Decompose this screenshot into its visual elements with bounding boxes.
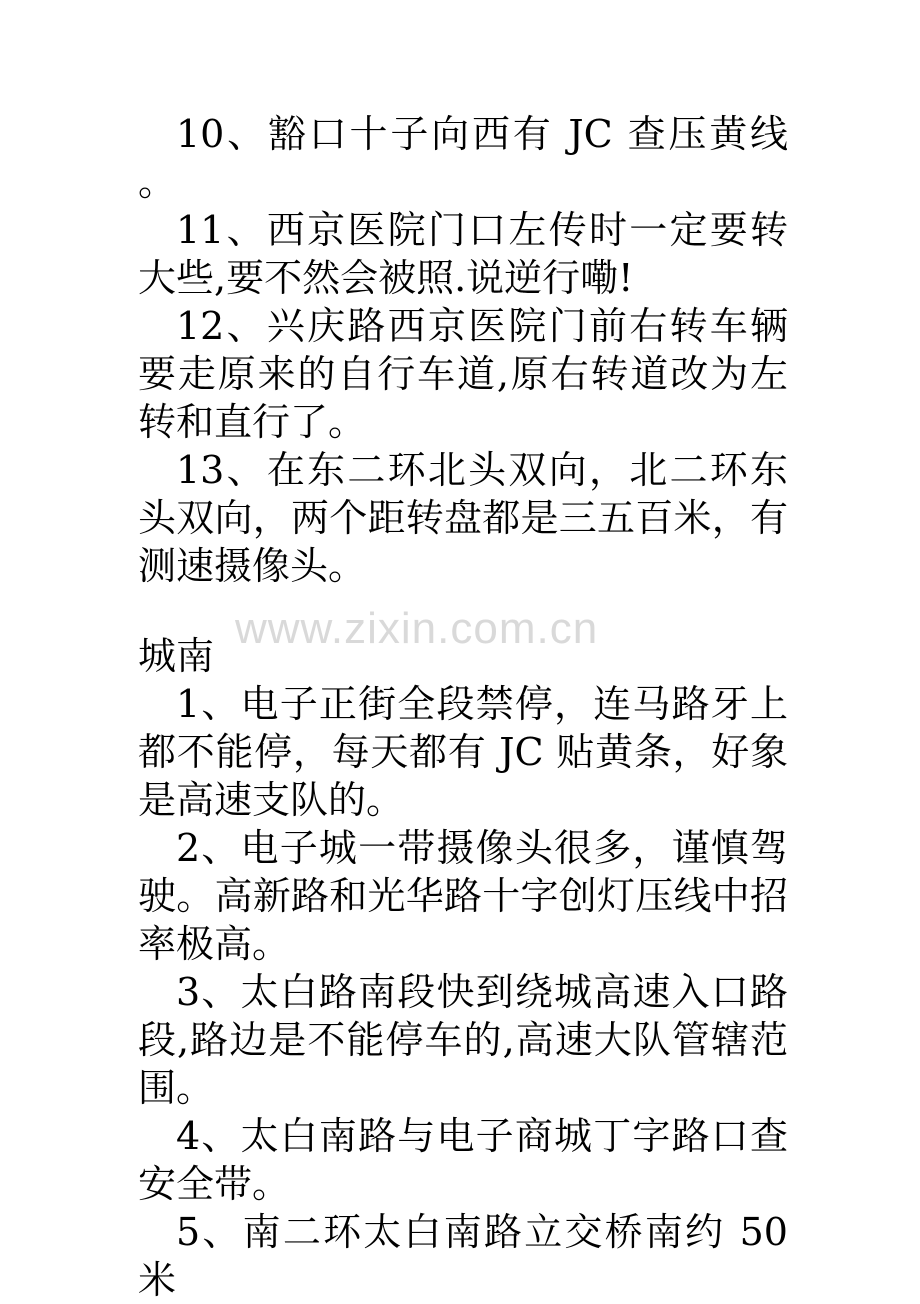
document-body [138, 110, 788, 1304]
list-item: 3、太白路南段快到绕城高速入口路段,路边是不能停车的,高速大队管辖范围。 [138, 970, 788, 1110]
list-item: 4、太白南路与电子商城丁字路口查安全带。 [138, 1114, 788, 1206]
list-item: 2、电子城一带摄像头很多，谨慎驾驶。高新路和光华路十字创灯压线中招率极高。 [138, 826, 788, 966]
list-item: 5、南二环太白南路立交桥南约 50 米 [138, 1210, 788, 1302]
watermark: www.zixin.com.cn [235, 604, 599, 653]
list-item: 13、在东二环北头双向，北二环东头双向，两个距转盘都是三五百米，有测速摄像头。 [138, 448, 788, 588]
list-item: 12、兴庆路西京医院门前右转车辆要走原来的自行车道,原右转道改为左转和直行了。 [138, 304, 788, 444]
section-heading: 城南 [138, 634, 215, 678]
list-item: 10、豁口十子向西有 JC 查压黄线 。 [138, 112, 788, 204]
list-item: 11、西京医院门口左传时一定要转大些,要不然会被照.说逆行嘞! [138, 208, 788, 300]
list-item: 1、电子正街全段禁停，连马路牙上都不能停，每天都有 JC 贴黄条，好象是高速支队的。 [138, 682, 788, 822]
